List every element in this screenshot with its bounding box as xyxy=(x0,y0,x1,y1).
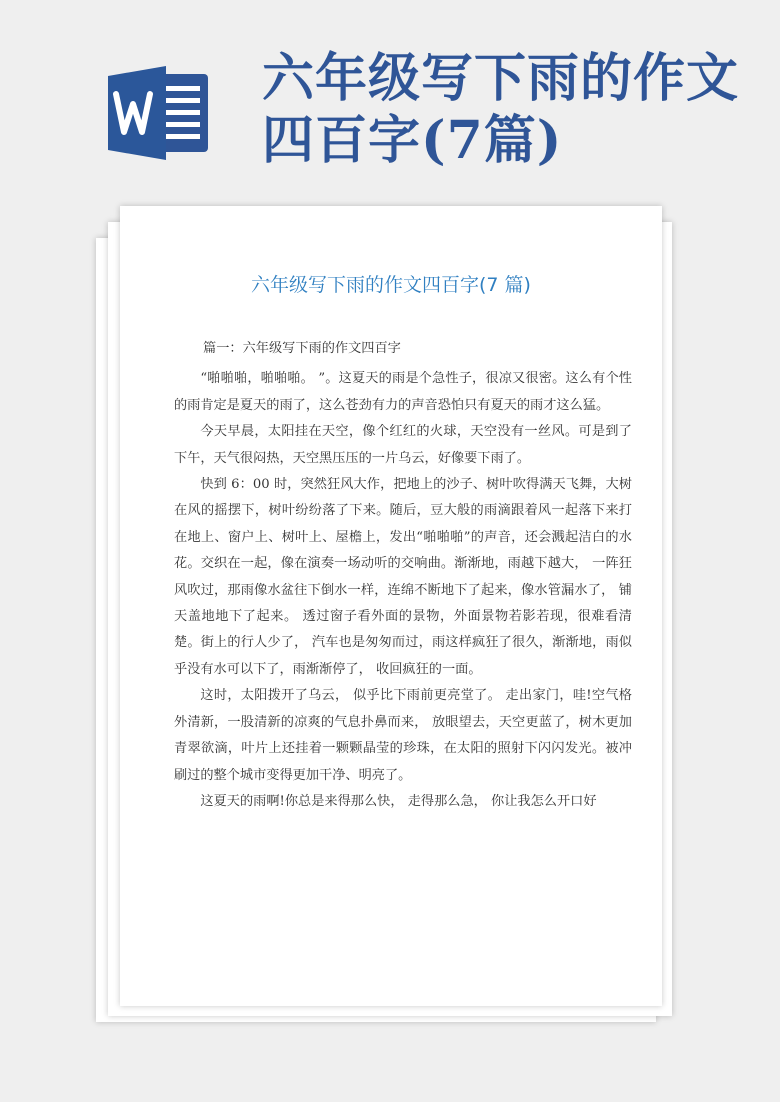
paragraph: 这时，太阳拨开了乌云， 似乎比下雨前更亮堂了。 走出家门，哇!空气格外清新，一股清新的凉爽的气息扑鼻而来， 放眼望去，天空更蓝了，树木更加青翠欲滴，叶片上还挂着一颗颗晶莹的珍珠，在太阳的照射下闪闪发光。被冲刷过的整个城市变得更加干净、明亮了。 xyxy=(174,688,632,783)
paragraph: 今天早晨，太阳挂在天空，像个红红的火球，天空没有一丝风。可是到了下午，天气很闷热，天空黑压压的一片乌云，好像要下雨了。 xyxy=(174,424,632,466)
document-body xyxy=(174,336,632,815)
document-title: 六年级写下雨的作文四百字(7 篇) xyxy=(251,274,531,296)
paragraph: “啪啪啪，啪啪啪。 ”。这夏天的雨是个急性子，很凉又很密。这么有个性的雨肯定是夏天的雨了，这么苍劲有力的声音恐怕只有夏天的雨才这么猛。 xyxy=(174,371,632,413)
paragraph: 快到 6：00 时，突然狂风大作，把地上的沙子、树叶吹得满天飞舞，大树在风的摇摆下，树叶纷纷落了下来。随后，豆大般的雨滴跟着风一起落下来打在地上、窗户上、树叶上、屋檐上，发出“啪啪啪”的声音，还会溅起洁白的水花。交织在一起，像在演奏一场动听的交响曲。渐渐地，雨越下越大， 一阵狂风吹过，那雨像水盆往下倒水一样，连绵不断地下了起来，像水管漏水了， 铺天盖地地下了起来。 透过窗子看外面的景物，外面景物若影若现，很难看清楚。街上的行人少了， 汽车也是匆匆而过，雨这样疯狂了很久，渐渐地，雨似乎没有水可以下了，雨渐渐停了， 收回疯狂的一面。 xyxy=(174,477,632,677)
word-logo-icon xyxy=(108,66,208,160)
page-title: 六年级写下雨的作文四百字(7篇) xyxy=(262,48,740,171)
document-page xyxy=(120,206,662,1006)
section-heading: 篇一：六年级写下雨的作文四百字 xyxy=(203,341,401,356)
paragraph: 这夏天的雨啊!你总是来得那么快， 走得那么急， 你让我怎么开口好 xyxy=(200,793,597,809)
